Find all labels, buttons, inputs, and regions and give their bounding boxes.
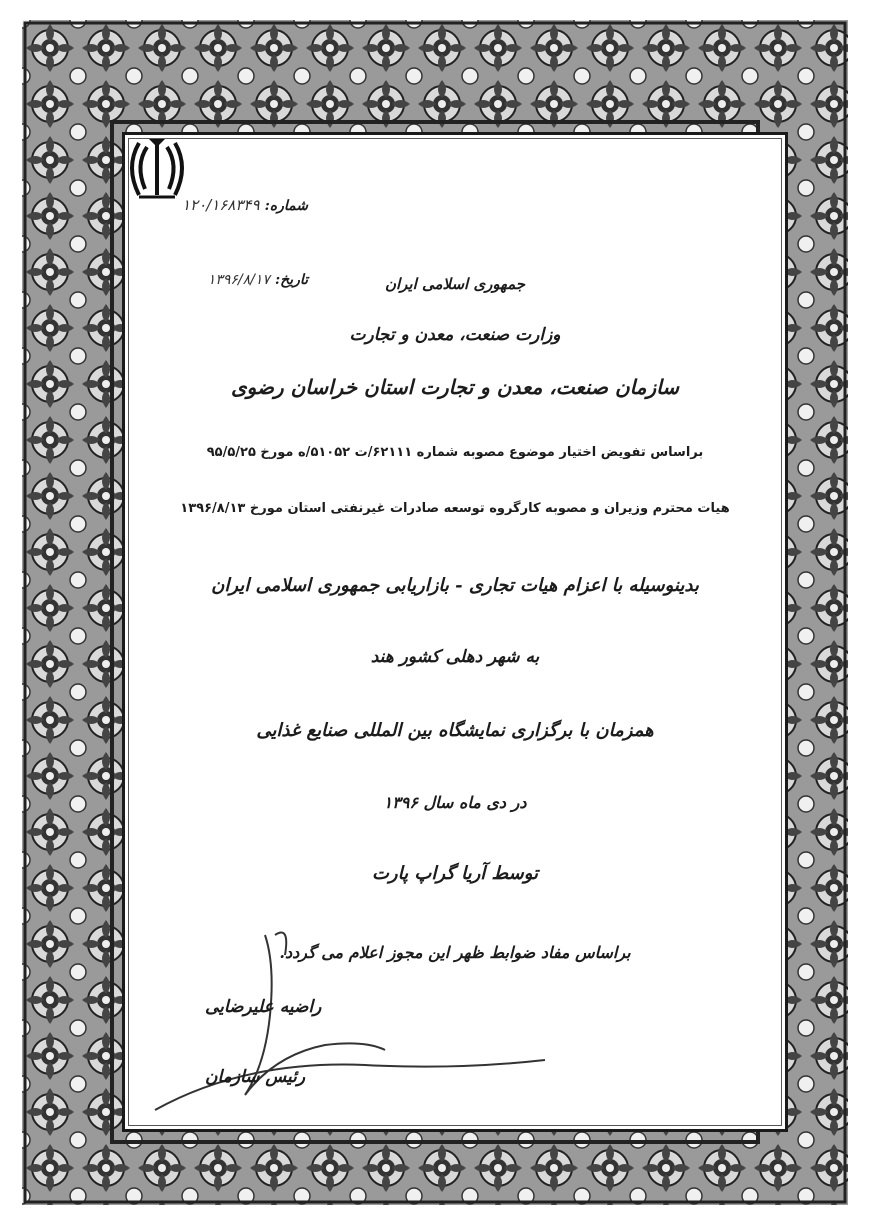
organization-heading: سازمان صنعت، معدن و تجارت استان خراسان رضوی <box>230 375 680 399</box>
certificate-body <box>122 132 788 1132</box>
date-value: ۱۳۹۶/۸/۱۷ <box>207 272 270 288</box>
ministry-heading: وزارت صنعت، معدن و تجارت <box>349 325 561 345</box>
body-line-7: توسط آریا گراپ پارت <box>371 863 539 884</box>
number-value: ۱۲۰/۱۶۸۳۴۹ <box>181 196 260 214</box>
signatory-name: راضیه علیرضایی <box>205 997 322 1017</box>
signatory-title: رئیس سازمان <box>205 1067 306 1087</box>
handwritten-signature <box>125 135 791 1135</box>
body-line-8: براساس مفاد ضوابط ظهر این مجوز اعلام می گردد. <box>279 943 631 962</box>
body-line-3: بدینوسیله با اعزام هیات تجاری - بازاریابی جمهوری اسلامی ایران <box>211 575 699 596</box>
country-heading: جمهوری اسلامی ایران <box>384 275 526 293</box>
number-label: شماره: <box>264 198 308 214</box>
body-line-1: براساس تفویض اختیار موضوع مصوبه شماره ۶۲۱۱۱/ت ۵۱۰۵۲/ه مورخ ۹۵/۵/۲۵ <box>206 445 704 460</box>
body-line-2: هیات محترم وزیران و مصوبه کارگروه توسعه صادرات غیرنفتی استان مورخ ۱۳۹۶/۸/۱۳ <box>180 501 730 516</box>
date-label: تاریخ: <box>274 272 308 288</box>
body-line-4: به شهر دهلی کشور هند <box>370 647 540 667</box>
body-line-5: همزمان با برگزاری نمایشگاه بین المللی صنایع غذایی <box>256 720 654 741</box>
ornamental-border <box>22 20 848 1205</box>
body-line-6: در دی ماه سال ۱۳۹۶ <box>383 793 527 812</box>
